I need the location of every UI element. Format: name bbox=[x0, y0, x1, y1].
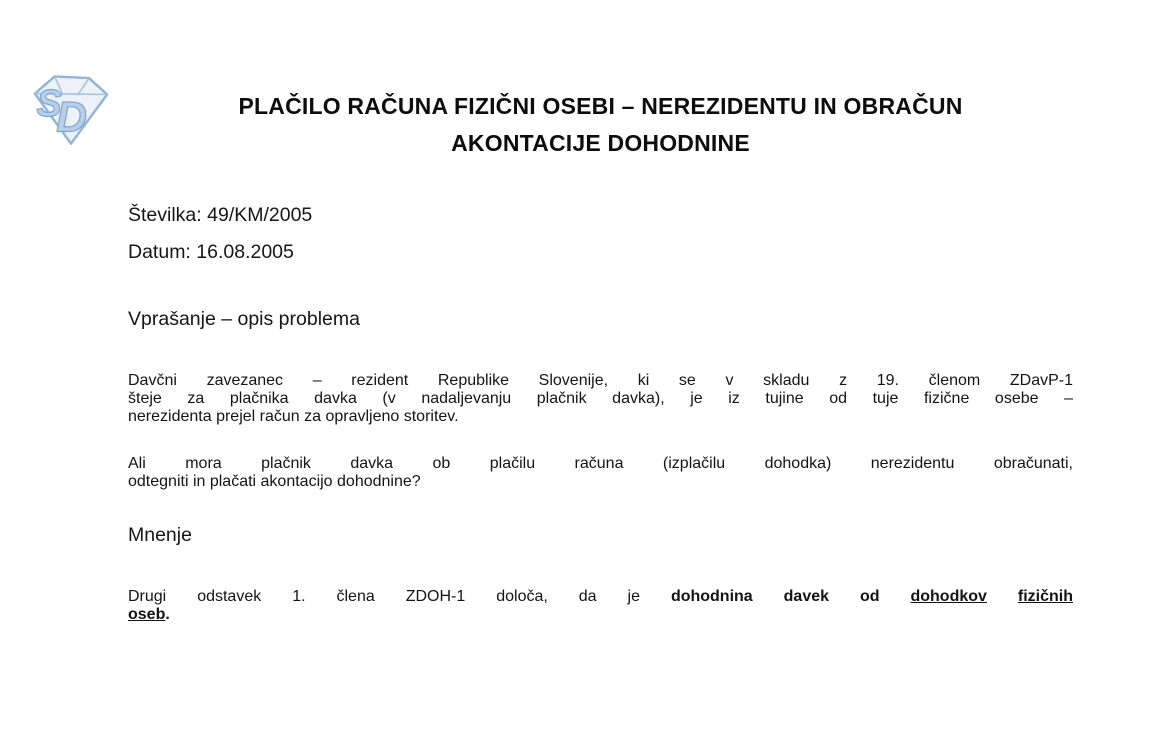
logo-letter-d: D bbox=[56, 93, 88, 142]
text-line-rich bbox=[128, 588, 1073, 606]
section-heading-question: Vprašanje – opis problema bbox=[128, 308, 360, 330]
document-date-line bbox=[128, 234, 1073, 271]
document-number-value: 49/KM/2005 bbox=[207, 204, 313, 226]
document-title-line-1: PLAČILO RAČUNA FIZIČNI OSEBI – NEREZIDENTU IN OBRAČUN bbox=[238, 93, 963, 119]
text-line: nerezidenta prejel račun za opravljeno storitev. bbox=[128, 407, 459, 425]
document-content bbox=[128, 0, 1073, 624]
text-line-rich bbox=[128, 606, 1073, 624]
text-segment: oseb bbox=[128, 606, 166, 623]
sd-diamond-logo-icon bbox=[30, 68, 112, 148]
document-date-value: 16.08.2005 bbox=[196, 241, 294, 263]
text-line: šteje za plačnika davka (v nadaljevanju plačnik davka), je iz tujine od tuje fizične osebe – bbox=[128, 389, 1073, 407]
sd-diamond-logo bbox=[30, 68, 112, 148]
text-line: Davčni zavezanec – rezident Republike Slovenije, ki se v skladu z 19. členom ZDavP-1 bbox=[128, 371, 1073, 389]
text-segment: dohodkov bbox=[910, 588, 987, 605]
document-number-line bbox=[128, 197, 1073, 234]
logo-letter-s: S bbox=[36, 81, 62, 124]
document-title bbox=[128, 88, 1073, 162]
text-segment: . bbox=[165, 606, 170, 623]
text-segment: Drugi odstavek 1. člena ZDOH-1 določa, da je bbox=[128, 588, 671, 605]
document-meta bbox=[128, 197, 1073, 271]
document-date-label: Datum: bbox=[128, 241, 191, 263]
section-heading-opinion: Mnenje bbox=[128, 523, 192, 546]
document-title-line-2: AKONTACIJE DOHODNINE bbox=[451, 130, 750, 156]
document-number-label: Številka: bbox=[128, 204, 202, 226]
text-line: odtegniti in plačati akontacijo dohodnine? bbox=[128, 472, 421, 490]
text-segment: dohodnina davek od bbox=[670, 588, 911, 605]
text-segment: fizičnih bbox=[1017, 588, 1073, 605]
text-segment bbox=[987, 588, 1018, 605]
text-line: Ali mora plačnik davka ob plačilu računa (izplačilu dohodka) nerezidentu obračunati, bbox=[128, 454, 1073, 472]
